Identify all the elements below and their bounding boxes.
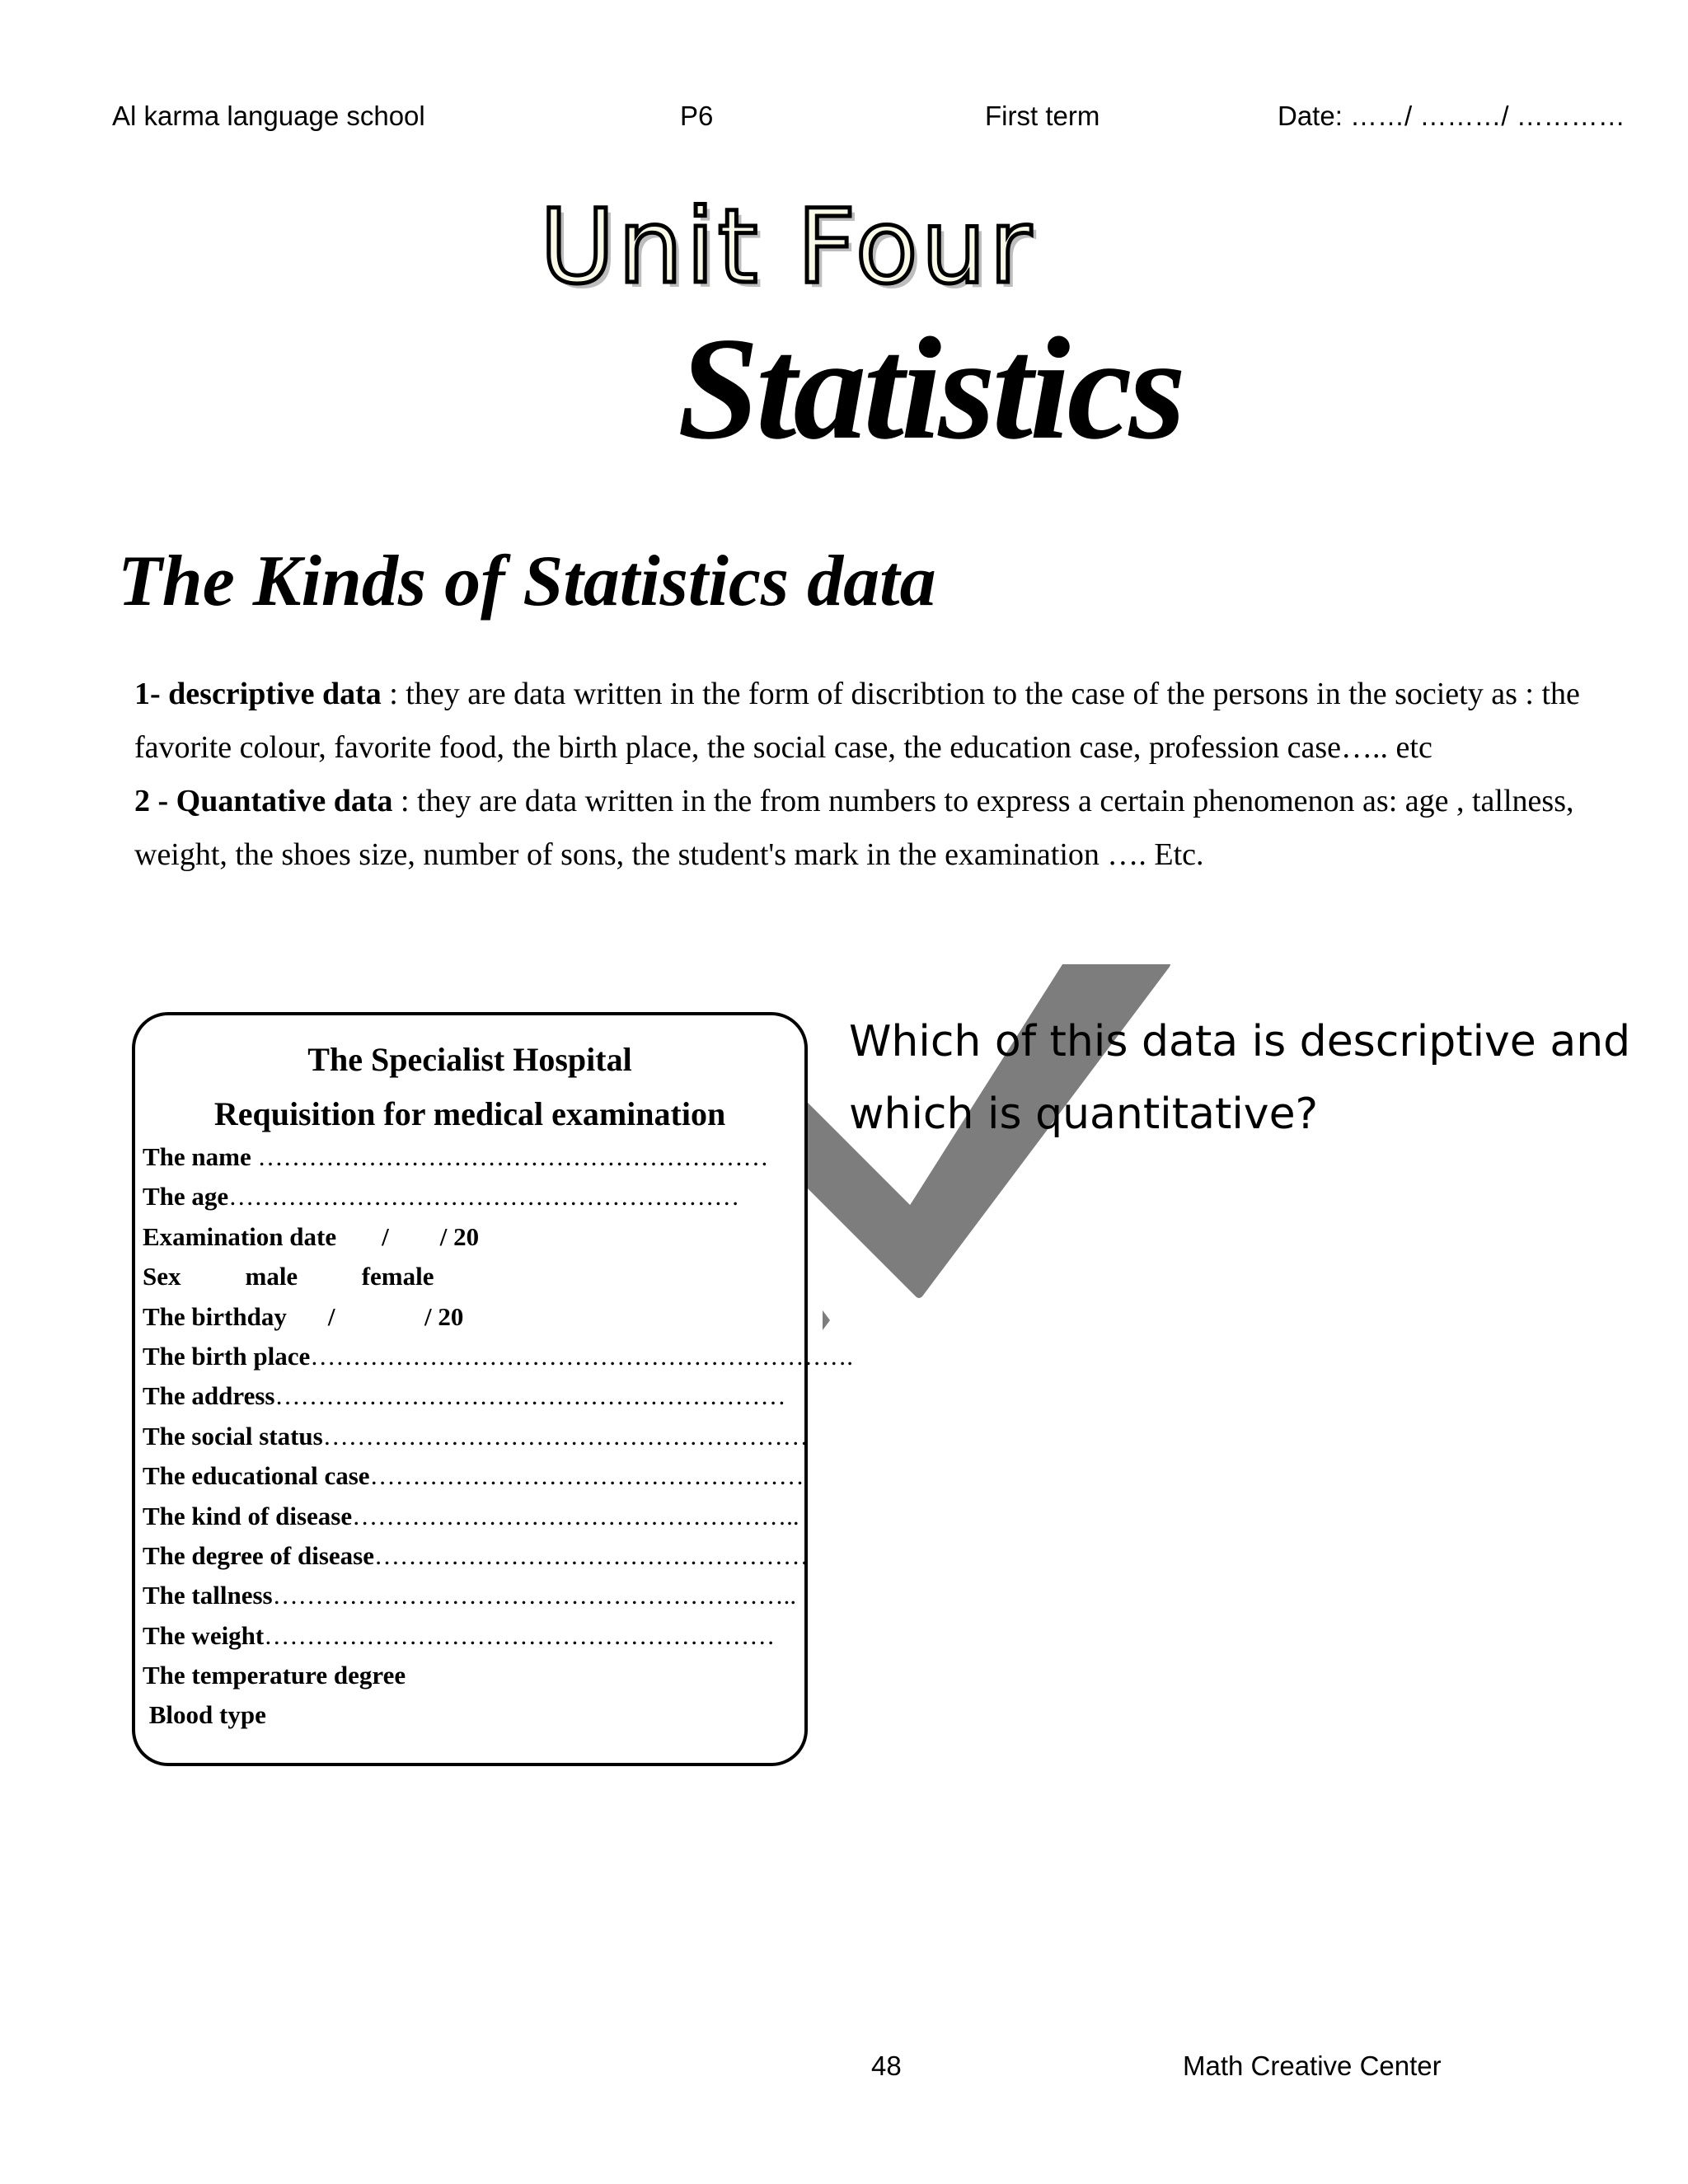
- field-label: The kind of disease: [143, 1501, 353, 1530]
- question-text: Which of this data is descriptive and which is quantitative?: [849, 1017, 1631, 1139]
- field-label: The name: [143, 1142, 258, 1171]
- form-field-name: [143, 1137, 853, 1177]
- field-blank: ……………………………………………………: [264, 1620, 776, 1650]
- form-field-birth-place: [143, 1337, 853, 1376]
- form-field-birthday: [143, 1297, 853, 1337]
- field-blank: …………………………………………………: [322, 1421, 809, 1451]
- school-name: Al karma language school: [112, 101, 425, 131]
- field-blank: ……………………………………………………….: [310, 1341, 853, 1371]
- field-options: male female: [245, 1262, 434, 1291]
- field-label: The weight: [143, 1620, 265, 1650]
- field-label: The social status: [143, 1421, 323, 1451]
- form-field-degree-of-disease: [143, 1536, 853, 1576]
- field-blank: ……………………………………………..: [352, 1501, 799, 1530]
- section-title: The Kinds of Statistics data: [118, 541, 936, 621]
- grade-label: P6: [680, 101, 714, 131]
- medical-requisition-form: [132, 1012, 853, 1766]
- form-field-age: [143, 1177, 853, 1216]
- definition-body: : they are data written in the form of discribtion to the case of the persons in the society as : the favorite colour, favorite food, the birth place, the social case, the education case, profession case….. etc: [134, 677, 1580, 765]
- definition-descriptive: [134, 668, 1618, 775]
- form-field-blood-type: [143, 1695, 853, 1735]
- field-label: The tallness: [143, 1581, 273, 1610]
- field-label: The degree of disease: [143, 1540, 374, 1570]
- date-field: Date: ……/ ………/ …………: [1278, 101, 1625, 131]
- form-field-weight: [143, 1616, 853, 1656]
- form-title: The Specialist Hospital: [307, 1041, 632, 1078]
- footer-center-name: Math Creative Center: [1183, 2050, 1442, 2081]
- field-blank: / / 20: [382, 1221, 480, 1251]
- field-label: The birth place: [143, 1341, 311, 1371]
- field-label: Examination date: [143, 1221, 337, 1251]
- form-subtitle: Requisition for medical examination: [213, 1095, 726, 1132]
- term-label: First term: [985, 101, 1100, 131]
- definition-term: 1- descriptive data: [134, 677, 382, 711]
- form-field-address: [143, 1376, 853, 1416]
- form-fields: [143, 1137, 853, 1736]
- field-label: The age: [143, 1182, 229, 1212]
- form-field-tallness: [143, 1576, 853, 1615]
- form-field-temperature: [143, 1656, 853, 1695]
- field-blank: ……………………………………………: [369, 1461, 804, 1491]
- unit-subtitle: Statistics: [678, 307, 1183, 470]
- definitions-text: [134, 668, 1618, 882]
- page-number: 48: [871, 2050, 902, 2081]
- field-label: Blood type: [143, 1700, 266, 1730]
- definition-quantitative: [134, 775, 1618, 882]
- definition-term: 2 - Quantative data: [134, 784, 393, 818]
- form-field-educational-case: [143, 1456, 853, 1496]
- field-blank: ……………………………………………………: [257, 1142, 769, 1171]
- field-label: Sex: [143, 1262, 181, 1291]
- field-label: The educational case: [143, 1461, 370, 1491]
- field-label: The temperature degree: [143, 1661, 406, 1690]
- unit-title: Unit Four: [540, 188, 1035, 307]
- form-field-kind-of-disease: [143, 1497, 853, 1536]
- field-blank: ……………………………………………………: [228, 1182, 740, 1212]
- definition-body: : they are data written in the from numbers to express a certain phenomenon as: age , tallness, weight, the shoes size, number of sons, the student's mark in the examination …. Etc.: [134, 784, 1574, 872]
- field-blank: / / 20: [327, 1301, 464, 1331]
- form-field-exam-date: [143, 1217, 853, 1257]
- form-field-social-status: [143, 1417, 853, 1456]
- field-label: The address: [143, 1381, 275, 1411]
- field-label: The birthday: [143, 1301, 287, 1331]
- field-blank: ……………………………………………: [373, 1540, 809, 1570]
- field-blank: ……………………………………………………: [274, 1381, 786, 1411]
- field-blank: ……………………………………………………..: [272, 1581, 797, 1610]
- form-field-sex: [143, 1257, 853, 1296]
